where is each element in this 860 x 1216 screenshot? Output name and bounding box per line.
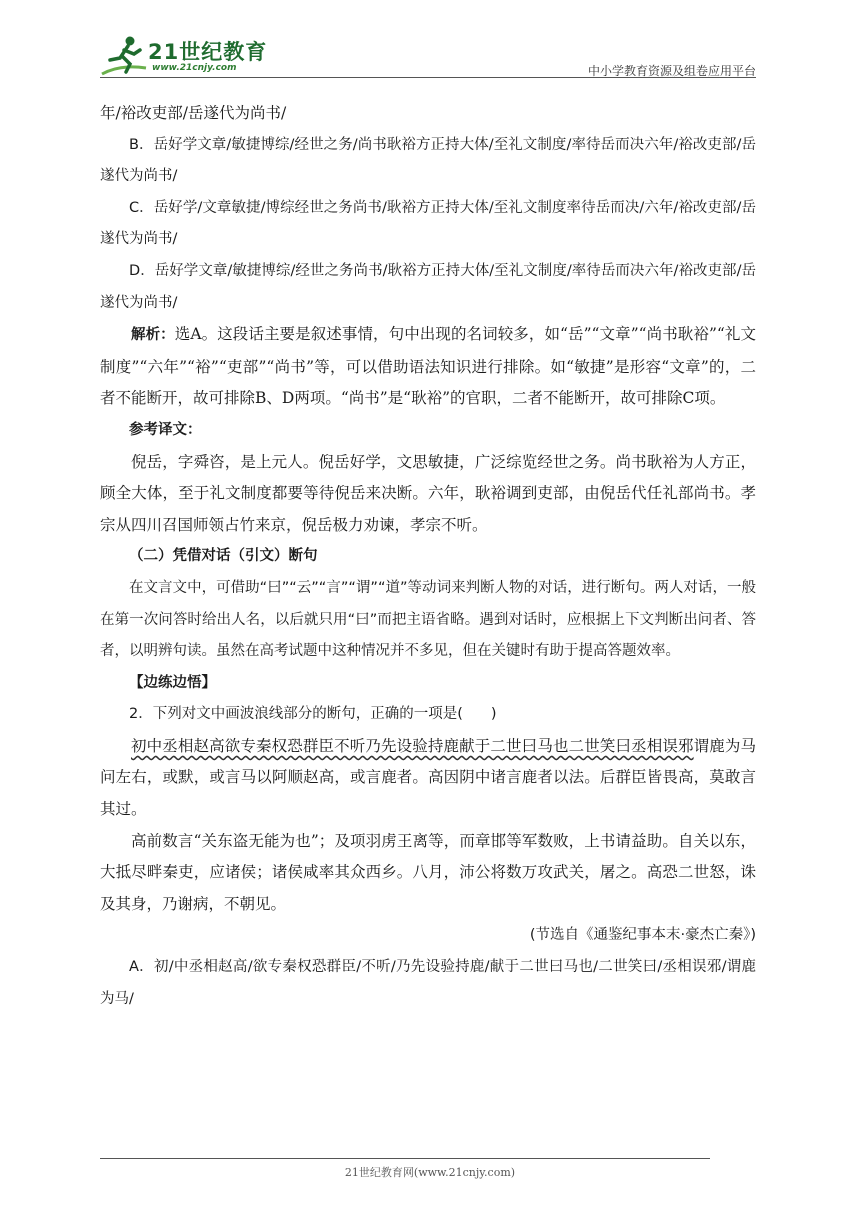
question-close: ) [490,706,497,723]
page-header [100,30,756,82]
passage-p1 [100,731,756,826]
footer-text: 21世纪教育网(www.21cnjy.com) [344,1166,516,1179]
platform-name: 中小学教育资源及组卷应用平台 [587,64,756,78]
analysis [100,319,756,415]
logo [100,34,320,78]
footer-divider [100,1158,710,1159]
continued-line: 年/裕改吏部/岳遂代为尚书/ [100,104,287,122]
section-text: 在文言文中，可借助“曰”“云”“言”“谓”“道”等动词来判断人物的对话，进行断句。两人对话，一般在第一次问答时给出人名，以后就只用“曰”而把主语省略。遇到对话时，应根据上下文判断出问者、答者，以明辨句读。虽然在高考试题中这种情况并不多见，但在关键时有助于提高答题效率。 [100,579,756,660]
option-c: C．岳好学/文章敏捷/博综经世之务尚书/耿裕方正持大体/至礼文制度率待岳而决/六年/裕改吏部/岳遂代为尚书/ [100,199,756,248]
passage-rest: 谓鹿为马问左右，或默，或言马以阿顺赵高，或言鹿者。高因阴中诸言鹿者以法。后群臣皆畏高，莫敢言其过。 [100,736,756,819]
section-title: （二）凭借对话（引文）断句 [129,548,318,565]
translation-text: 倪岳，字舜咨，是上元人。倪岳好学，文思敏捷，广泛综览经世之务。尚书耿裕为人方正，顾全大体，至于礼文制度都要等待倪岳来决断。六年，耿裕调到吏部，由倪岳代任礼部尚书。孝宗从四川召国师领占竹来京，倪岳极力劝谏，孝宗不听。 [100,452,756,534]
option-b: B．岳好学文章/敏捷博综/经世之务/尚书耿裕方正持大体/至礼文制度/率待岳而决六年/裕改吏部/岳遂代为尚书/ [100,136,756,185]
logo-url: www.21cnjy.com [152,63,237,73]
header-divider [100,77,756,78]
option-d: D．岳好学文章/敏捷博综/经世之务尚书/耿裕方正持大体/至礼文制度/率待岳而决六年/裕改吏部/岳遂代为尚书/ [100,262,756,311]
document-body [100,98,756,1015]
question-text: 2．下列对文中画波浪线部分的断句，正确的一项是( [129,706,463,723]
translation-label: 参考译文： [129,421,202,438]
wavy-passage: 初中丞相赵高欲专秦权恐群臣不听乃先设验持鹿献于二世曰马也二世笑曰丞相误邪 [131,736,694,755]
option-a: A．初/中丞相赵高/欲专秦权恐群臣/不听/乃先设验持鹿/献于二世曰马也/二世笑曰/丞相误邪/谓鹿为马/ [100,959,756,1007]
logo-text: 21世纪教育 [148,40,268,64]
analysis-label: 解析： [131,327,175,344]
question [100,699,756,731]
analysis-text: 选A。这段话主要是叙述事情，句中出现的名词较多，如“岳”“文章”“尚书耿裕”“礼文制度”“六年”“裕”“吏部”“尚书”等，可以借助语法知识进行排除。如“敏捷”是形容“文章”的，二者不能断开，故可排除B、D两项。“尚书”是“耿裕”的官职，二者不能断开，故可排除C项。 [100,325,757,408]
runner-icon [100,34,150,78]
source-citation: (节选自《通鉴纪事本末·豪杰亡秦》) [529,927,756,944]
passage-p2: 高前数言“关东盗无能为也”；及项羽虏王离等，而章邯等军数败，上书请益助。自关以东，大抵尽畔秦吏，应诸侯；诸侯咸率其众西乡。八月，沛公将数万攻武关，屠之。高恐二世怒，诛及其身，乃谢病，不朝见。 [100,831,756,913]
practice-label: 【边练边悟】 [129,674,216,691]
